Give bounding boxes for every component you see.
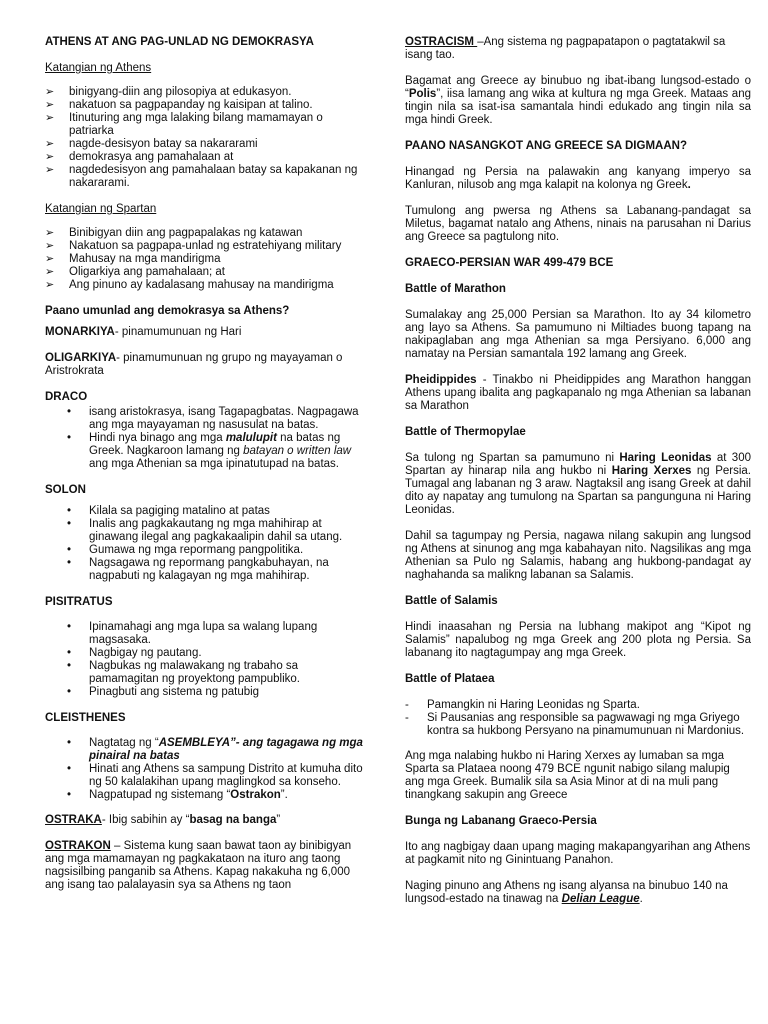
list-item: • Nagsagawa ng repormang pangkabuhayan, na nagpabuti ng kalagayan ng mga mahihirap.: [67, 557, 363, 583]
plataea-paragraph: Ang mga nalabing hukbo ni Haring Xerxes ay lumaban sa mga Sparta sa Plataea noong 479 BCE ngunit nabigo silang malupig ang mga Greek. Bumalik sila sa Asia Minor at di na muli pang tinangkang sakupin ang Greece: [405, 750, 730, 801]
ostrakon-term: OSTRAKON: [45, 840, 111, 852]
ostraka-term: OSTRAKA: [45, 814, 102, 826]
list-item: - Pamangkin ni Haring Leonidas ng Sparta.: [405, 699, 751, 712]
pheidippides-term: Pheidippides: [405, 374, 477, 386]
war-paragraph-2: Tumulong ang pwersa ng Athens sa Labanang-pandagat sa Miletus, bagamat natalo ang Athens, ninais na parusahan ni Darius ang Greece sa pagtulong nito.: [405, 205, 751, 243]
text-run: ASEMBLEYA”- ang tagagawa ng mga pinairal na batas: [89, 737, 363, 762]
list-item: - Si Pausanias ang responsible sa pagwawagi ng mga Griyego kontra sa hukbong Persyano na pinamumunuan ni Mardonius.: [405, 712, 751, 738]
spartan-traits-list: [45, 227, 363, 292]
delian-league-term: Delian League: [561, 893, 640, 905]
polis-paragraph: [405, 75, 751, 127]
text-run: ang mga Athenian sa mga ipinatutupad na batas.: [89, 458, 339, 470]
pisitratus-list: [67, 621, 363, 699]
list-item: ➢ nagde-desisyon batay sa nakararami: [45, 138, 363, 151]
monarkiya-definition: [45, 326, 363, 339]
list-item: • Pinagbuti ang sistema ng patubig: [67, 686, 363, 699]
marathon-heading: Battle of Marathon: [405, 283, 506, 295]
list-item: [67, 432, 363, 471]
text-run: Nagpatupad ng sistemang “: [89, 789, 231, 801]
list-item: • Inalis ang pagkakautang ng mga mahihirap at ginawang ilegal ang pagkakaalipin dahil sa utang.: [67, 518, 363, 544]
list-item: ➢ Oligarkiya ang pamahalaan; at: [45, 266, 363, 279]
list-item: [67, 789, 363, 802]
cleisthenes-list: [67, 737, 363, 802]
text-run: – Sistema kung saan bawat taon ay binibigyan ang mga mamamayan ng pagkakataon na ituro ang taong nagsisilbing panganib sa Athens. Kapag nakakuha ng 6,000 ang isang tao palalayasin sya sa Athens ng taon: [45, 840, 352, 891]
text-run: batayan o written law: [243, 445, 352, 457]
ostraka-definition: [45, 814, 363, 827]
text-run: Bagamat ang Greece ay binubuo ng ibat-ibang lungsod-estado o “: [405, 75, 751, 100]
democracy-question: Paano umunlad ang demokrasya sa Athens?: [45, 305, 290, 317]
text-run: .: [687, 179, 691, 191]
text-run: Sa tulong ng Spartan sa pamumuno ni: [405, 452, 620, 464]
ostracism-term: OSTRACISM: [405, 36, 478, 48]
spartan-traits-heading: Katangian ng Spartan: [45, 203, 157, 215]
text-run: Hinangad ng Persia na palawakin ang kanyang imperyo sa Kanluran, nilusob ang mga kalapit na kolonya ng Greek: [405, 166, 751, 191]
monarkiya-term: MONARKIYA: [45, 326, 115, 338]
ostrakon-definition: [45, 840, 363, 892]
text-run: - Tinakbo ni Pheidippides ang Marathon hanggan Athens upang ibalita ang pagkapanalo ng mga Athenian sa labanan sa Marathon: [405, 374, 751, 412]
draco-heading: DRACO: [45, 391, 88, 403]
text-run: .: [639, 893, 643, 905]
text-run: –Ang sistema ng pagpapatapon o pagtatakwil sa isang tao.: [405, 36, 726, 61]
ostracism-definition: [405, 36, 751, 62]
text-run: Ostrakon: [230, 789, 281, 801]
text-run: at 300 Spartan ay hinarap nila ang hukbo ni: [405, 452, 751, 477]
plataea-list: [405, 699, 751, 738]
war-paragraph-1: [405, 166, 751, 192]
text-run: ”: [276, 814, 281, 826]
marathon-paragraph: Sumalakay ang 25,000 Persian sa Marathon. Ito ay 34 kilometro ang layo sa Athens. Sa pamumuno ni Miltiades buong tapang na nakipaglaban ang mga Athenian sa mga Persiyano. 6,000 ang namatay na Persian samantala 192 lamang ang Greek.: [405, 309, 751, 360]
salamis-paragraph: Hindi inaasahan ng Persia na lubhang makipot ang “Kipot ng Salamis” napalubog ng mga Greek ang 200 plota ng Persia. Sa labanang ito nagtagumpay ang mga Greek.: [405, 621, 751, 659]
list-item: ➢ nagdedesisyon ang pamahalaan batay sa kapakanan ng nakararami.: [45, 164, 363, 190]
text-run: Nagtatag ng “: [89, 737, 159, 749]
athens-traits-list: [45, 86, 363, 190]
bunga-heading: Bunga ng Labanang Graeco-Persia: [405, 815, 597, 827]
text-run: ”, iisa lamang ang wika at kultura ng mga Greek. Mataas ang tingin nila sa isat-isa samantala hindi edukado ang tingin nila sa mga hindi Greek.: [405, 88, 751, 126]
list-item: • Nagbukas ng malawakang ng trabaho sa pamamagitan ng proyektong pampubliko.: [67, 660, 363, 686]
text-run: ”.: [280, 789, 288, 801]
solon-list: [67, 505, 363, 583]
text-run: Haring Leonidas: [619, 452, 712, 464]
cleisthenes-heading: CLEISTHENES: [45, 712, 126, 724]
list-item: ➢ nakatuon sa pagpapanday ng kaisipan at talino.: [45, 99, 363, 112]
war-question-heading: PAANO NASANGKOT ANG GREECE SA DIGMAAN?: [405, 140, 687, 152]
text-run: Hindi nya binago ang mga: [89, 432, 226, 444]
list-item: ➢ Itinuturing ang mga lalaking bilang mamamayan o patriarka: [45, 112, 363, 138]
text-run: basag na banga: [189, 814, 277, 826]
thermopylae-paragraph-1: [405, 452, 751, 517]
list-item: ➢ Binibigyan diin ang pagpapalakas ng katawan: [45, 227, 363, 240]
graeco-persian-war-heading: GRAECO-PERSIAN WAR 499-479 BCE: [405, 257, 614, 269]
list-item: • isang aristokrasya, isang Tagapagbatas. Nagpagawa ang mga mayayaman ng nasusulat na batas.: [67, 406, 363, 432]
list-item: • Kilala sa pagiging matalino at patas: [67, 505, 363, 518]
list-item: ➢ demokrasya ang pamahalaan at: [45, 151, 363, 164]
list-item: • Gumawa ng mga repormang pangpolitika.: [67, 544, 363, 557]
list-item: • Ipinamahagi ang mga lupa sa walang lupang magsasaka.: [67, 621, 363, 647]
athens-traits-heading: Katangian ng Athens: [45, 62, 152, 74]
text-run: - Ibig sabihin ay “: [101, 814, 190, 826]
right-column: [405, 36, 751, 919]
bunga-paragraph-2: [405, 880, 751, 906]
document-title: ATHENS AT ANG PAG-UNLAD NG DEMOKRASYA: [45, 36, 314, 48]
left-column: [45, 36, 363, 905]
list-item: ➢ Ang pinuno ay kadalasang mahusay na mandirigma: [45, 279, 363, 292]
list-item: [67, 737, 363, 763]
bunga-paragraph-1: Ito ang nagbigay daan upang maging makapangyarihan ang Athens at pagkamit nito ng Ginintuang Panahon.: [405, 841, 751, 866]
text-run: ng Persia. Tumagal ang labanan ng 3 araw. Nagtaksil ang isang Greek at dahil dito ay napatay ang tumulong na Spartan sa pangunguna ni Haring Leonidas.: [405, 465, 751, 516]
pisitratus-heading: PISITRATUS: [45, 596, 113, 608]
oligarkiya-definition: [45, 352, 363, 378]
text-run: na batas ng Greek. Nagkaroon lamang ng: [89, 432, 341, 457]
list-item: ➢ Nakatuon sa pagpapa-unlad ng estratehiyang military: [45, 240, 363, 253]
pheidippides-paragraph: [405, 374, 751, 413]
salamis-heading: Battle of Salamis: [405, 595, 498, 607]
oligarkiya-term: OLIGARKIYA: [45, 352, 117, 364]
thermopylae-paragraph-2: Dahil sa tagumpay ng Persia, nagawa nilang sakupin ang lungsod ng Athens at sinunog ang mga kabahayan nito. Nagsilikas ang mga Athenian sa Pulo ng Salamis, habang ang hukbong-pandagat ay naghahanda sa malikng labanan sa Salamis.: [405, 530, 751, 581]
solon-heading: SOLON: [45, 484, 86, 496]
list-item: ➢ binigyang-diin ang pilosopiya at edukasyon.: [45, 86, 363, 99]
monarkiya-text: - pinamumunuan ng Hari: [114, 326, 242, 338]
oligarkiya-text: - pinamumunuan ng grupo ng mayayaman o Aristrokrata: [45, 352, 343, 377]
list-item: ➢ Mahusay na mga mandirigma: [45, 253, 363, 266]
draco-list: [67, 406, 363, 471]
text-run: Polis: [408, 88, 437, 100]
list-item: • Hinati ang Athens sa sampung Distrito at kumuha dito ng 50 kalalakihan upang maglingkod sa konseho.: [67, 763, 363, 789]
text-run: malulupit: [225, 432, 277, 444]
text-run: Naging pinuno ang Athens ng isang alyansa na binubuo 140 na lungsod-estado na tinawag na: [405, 880, 728, 905]
plataea-heading: Battle of Plataea: [405, 673, 495, 685]
thermopylae-heading: Battle of Thermopylae: [405, 426, 526, 438]
list-item: • Nagbigay ng pautang.: [67, 647, 363, 660]
text-run: Haring Xerxes: [611, 465, 692, 477]
